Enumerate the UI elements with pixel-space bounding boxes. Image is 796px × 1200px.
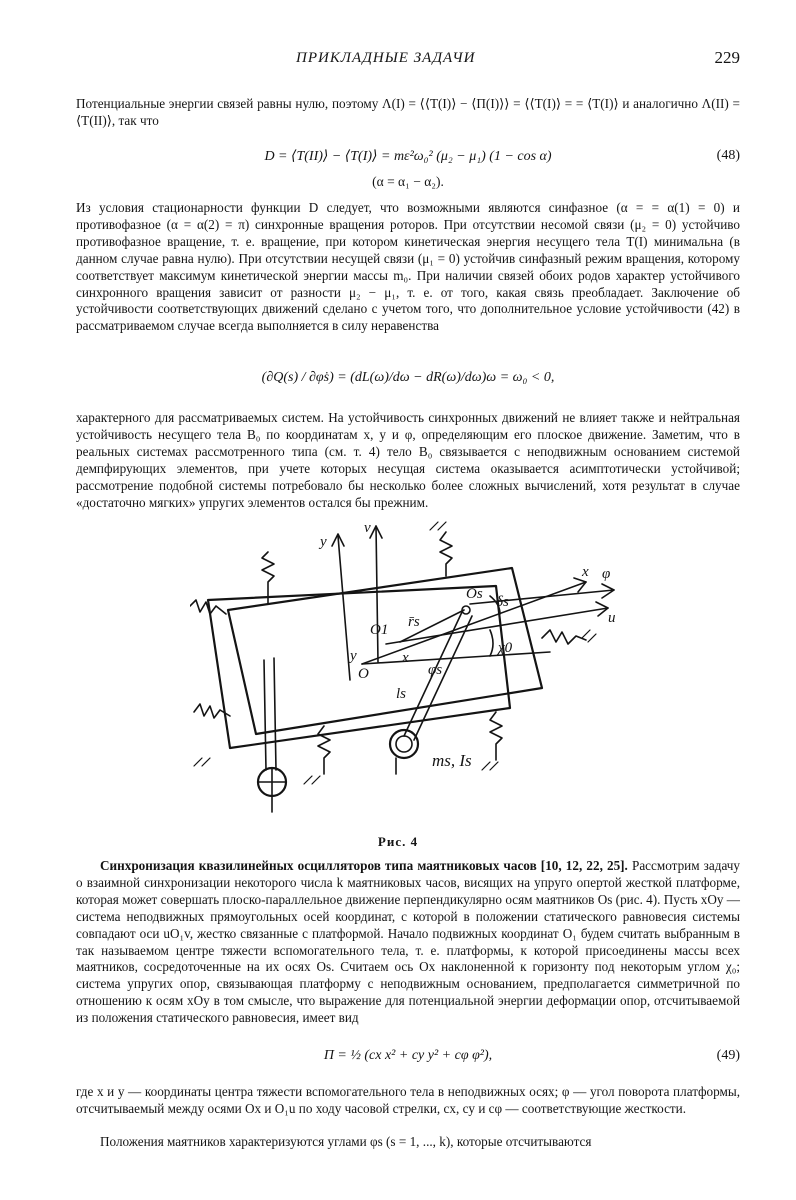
equation-48-body: D = ⟨T(II)⟩ − ⟨T(I)⟩ = mε²ω₀² (μ₂ − μ₁) (1 − cos α) bbox=[264, 149, 552, 164]
figure-4 bbox=[190, 512, 630, 832]
running-header bbox=[0, 48, 796, 72]
page-number: 229 bbox=[714, 48, 740, 67]
figure-4-caption: Рис. 4 bbox=[377, 834, 419, 849]
paragraph-pendulum-angles bbox=[76, 1134, 740, 1151]
equation-48-condition: (α = α₁ − α₂). bbox=[372, 174, 444, 189]
figure-4-diagram bbox=[190, 512, 630, 832]
paragraph-stationarity bbox=[76, 200, 740, 335]
equation-49-body: Π = ½ (cx x² + cy y² + cφ φ²), bbox=[323, 1048, 493, 1063]
paragraph-potential-energies bbox=[76, 96, 740, 130]
equation-48-number: (48) bbox=[716, 148, 740, 163]
paragraph-coordinates bbox=[76, 1084, 740, 1118]
inequality-body: (∂Q(s) / ∂φ̇s) = (dL(ω)/dω − dR(ω)/dω)ω = ω₀ < 0, bbox=[261, 370, 555, 385]
spring-right-1 bbox=[542, 630, 586, 644]
paragraph-pendulum-clocks bbox=[76, 858, 740, 1027]
inequality-stability bbox=[76, 366, 740, 396]
paragraph-text bbox=[76, 858, 740, 1027]
label-phi-s: φs bbox=[428, 662, 443, 678]
angle-chi0-arc bbox=[490, 630, 493, 656]
pendulum-rod-left-b bbox=[274, 658, 276, 770]
paragraph-text: где x и y — координаты центра тяжести вспомогательного тела в неподвижных осях; φ — угол поворота платформы, отсчитываемый между осями Ox и O₁u по ходу часовой стрелки, cx, cy и cφ — соответствующие жесткости. bbox=[76, 1084, 740, 1116]
label-y-left: y bbox=[350, 648, 357, 664]
equation-49-number: (49) bbox=[716, 1048, 740, 1063]
spring-bottom-2 bbox=[490, 712, 502, 760]
label-v: v bbox=[364, 520, 371, 536]
pendulum-rod-left-a bbox=[264, 660, 266, 770]
paragraph-text: характерного для рассматриваемых систем. На устойчивость синхронных движений не влияет также и нейтральная устойчивость несущего тела B₀ по координатам x, y и φ, определяющим его плоское движение. Заметим, что в реальных системах рассмотренного типа (см. т. 4) тело B₀ связывается с неподвижным основанием системой демпфирующих элементов, при учете которых несущая система оказывается асимптотически устойчивой; рассмотрение подобной системы потребовало бы несколько более сложных вычислений, хотя результат в случае «достаточно мягких» упругих элементов остался бы прежним. bbox=[76, 410, 740, 510]
label-phi: φ bbox=[602, 566, 611, 582]
section-heading-inline: Синхронизация квазилинейных осцилляторов типа маятниковых часов [10, 12, 22, 25]. bbox=[100, 858, 628, 873]
label-O: O bbox=[358, 666, 369, 682]
paragraph-text: Из условия стационарности функции D следует, что возможными являются синфазное (α = = α(1) = 0) и противофазное (α = α(2) = π) синхронные вращения роторов. При отсутствии несомой связи (μ₂ = 0) устойчиво противофазное вращение, т. е. вращение, при котором кинетическая энергия несущего тела T(I) минимальна (в данном случае равна нулю). При отсутствии несущей связи (μ₁ = 0) устойчив синфазный режим вращения, которому соответствует максимум кинетической энергии массы m₀. При наличии связей обоих родов характер устойчивого синхронного вращения зависит от разности μ₂ − μ₁, т. е. от того, какая связь преобладает. Заключение об устойчивости соответствующих движений сделано с учетом того, что дополнительное условие устойчивости (42) в рассматриваемом случае всегда выполняется в силу неравенства bbox=[76, 200, 740, 334]
running-title: ПРИКЛАДНЫЕ ЗАДАЧИ bbox=[296, 50, 476, 66]
paragraph-text: Положения маятников характеризуются углами φs (s = 1, ..., k), которые отсчитываются bbox=[100, 1134, 592, 1149]
label-y-top: y bbox=[320, 534, 327, 550]
axis-v bbox=[376, 526, 378, 662]
label-x-small: x bbox=[402, 650, 409, 666]
label-O1: O1 bbox=[370, 622, 389, 638]
equation-48 bbox=[76, 148, 740, 188]
label-u: u bbox=[608, 610, 616, 626]
paragraph-neutral-stability bbox=[76, 410, 740, 511]
label-Os: Os bbox=[466, 586, 483, 602]
label-chi0: χ0 bbox=[498, 640, 513, 656]
label-rs: r̄s bbox=[408, 614, 420, 630]
paragraph-text: Потенциальные энергии связей равны нулю, поэтому Λ(I) = ⟨⟨T(I)⟩ − ⟨Π(I)⟩⟩ = ⟨⟨T(I)⟩ = = ⟨T(I)⟩ и аналогично Λ(II) = ⟨T(II)⟩, так что bbox=[76, 96, 740, 128]
axis-y bbox=[338, 536, 350, 680]
label-delta-s: δs bbox=[496, 594, 509, 610]
spring-top-2 bbox=[440, 532, 452, 576]
label-ms: ms, Is bbox=[432, 751, 472, 770]
equation-49 bbox=[76, 1046, 740, 1074]
paragraph-body: Рассмотрим задачу о взаимной синхронизации некоторого числа k маятниковых часов, висящих на упруго опертой жесткой платформе, которая может совершать плоско-параллельное движение перпендикулярно осям маятников Os (рис. 4). Пусть xOy — система неподвижных прямоугольных осей координат, с которой в положении статического равновесия системы совпадают оси uO₁v, жестко связанные с платформой. Начало подвижных координат O₁ будем считать выбранным в так называемом центре тяжести вспомогательного тела, т. е. платформы, к которой присоединены массы всех маятников, сосредоточенные на их осях Os. Считаем ось Ox наклоненной к горизонту под некоторым углом χ₀; система упругих опор, связывающая платформу с неподвижным основанием, предполагается симметричной по отношению к осям xOy в том смысле, что выражение для потенциальной энергии деформации опор, отсчитываемой из положения статического равновесия, имеет вид bbox=[76, 858, 740, 1026]
label-ls: ls bbox=[396, 686, 407, 702]
label-x: x bbox=[582, 564, 589, 580]
